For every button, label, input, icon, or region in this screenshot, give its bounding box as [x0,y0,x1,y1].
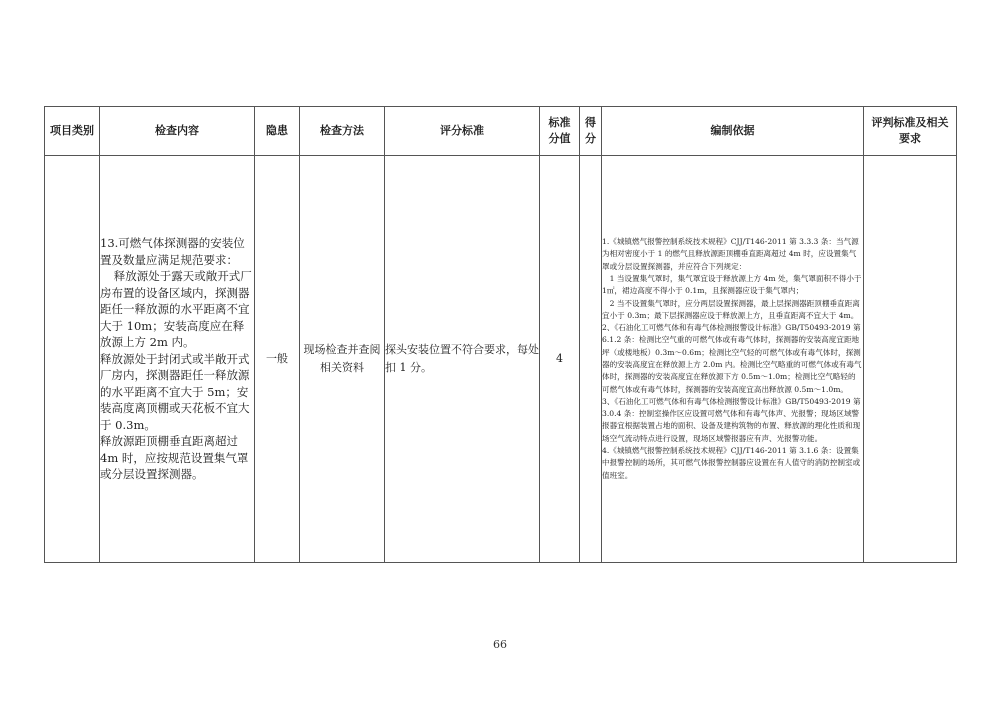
basis-para-5: 3、《石油化工可燃气体和有毒气体检测报警设计标准》GB/T50493-2019 第 3.0.4 条：控制室操作区应设置可燃气体和有毒气体声、光报警；现场区域警报器宜根据装置占地的面积、设备及建构筑物的布置、释放源的理化性质和现场空气流动特点进行设置，现场区域警报器应有声、光报警功能。 [602,396,861,443]
cell-method: 现场检查并查阅相关资料 [300,156,385,563]
cell-score [580,156,602,563]
cell-category [45,156,100,563]
header-hazard: 隐患 [255,107,300,156]
basis-para-4: 2、《石油化工可燃气体和有毒气体检测报警设计标准》GB/T50493-2019 第 6.1.2 条：检测比空气重的可燃气体或有毒气体时，探测器的安装高度宜距地坪（或楼地板）0.3m～0.6m；检测比空气轻的可燃气体或有毒气体时，探测器的安装高度宜在释放源上方 2.0m 内。检测比空气略重的可燃气体或有毒气体时，探测器的安装高度宜在释放源下方 0.5m～1.0m；检测比空气略轻的可燃气体或有毒气体时，探测器的安装高度宜高出释放源 0.5m～1.0m。 [602,323,862,394]
cell-judgement [864,156,957,563]
basis-para-6: 4.《城镇燃气报警控制系统技术规程》CJJ/T146-2011 第 3.1.6 条：设置集中报警控制的场所，其可燃气体报警控制器应设置在有人值守的消防控制室或值班室。 [602,446,861,480]
basis-para-2: 1 当设置集气罩时，集气罩宜设于释放源上方 4m 处，集气罩面积不得小于 1㎡，裙边高度不得小于 0.1m，且探测器应设于集气罩内； [602,273,862,296]
content-para-3: 释放源距顶棚垂直距离超过 4m 时，应按规范设置集气罩或分层设置探测器。 [100,434,249,482]
page-number: 66 [493,638,507,651]
header-method: 检查方法 [300,107,385,156]
inspection-table [44,106,957,563]
header-score: 得分 [580,107,602,156]
table-header-row [45,107,957,156]
header-basis: 编制依据 [602,107,864,156]
cell-hazard: 一般 [255,156,300,563]
table-row [45,156,957,563]
cell-basis [602,156,864,563]
cell-standard-score: 4 [540,156,580,563]
content-para-2: 释放源处于封闭式或半敞开式厂房内，探测器距任一释放源的水平距离不宜大于 5m；安装高度离顶棚或天花板不宜大于 0.3m。 [100,351,250,432]
cell-content [100,156,255,563]
basis-para-3: 2 当不设置集气罩时，应分两层设置探测器，最上层探测器距顶棚垂直距离宜小于 0.3m；最下层探测器应设于释放源上方，且垂直距离不宜大于 4m。 [602,298,860,320]
header-content: 检查内容 [100,107,255,156]
basis-para-1: 1.《城镇燃气报警控制系统技术规程》CJJ/T146-2011 第 3.3.3 条：当气源为相对密度小于 1 的燃气且释放源距顶棚垂直距离超过 4m 时，应设置集气罩或分层设置探测器，并应符合下列规定： [602,237,859,271]
content-para-1: 释放源处于露天或敞开式厂房布置的设备区域内，探测器距任一释放源的水平距离不宜大于 10m；安装高度应在释放源上方 2m 内。 [100,269,252,350]
cell-criteria: 探头安装位置不符合要求，每处扣 1 分。 [385,156,540,563]
header-category: 项目类别 [45,107,100,156]
header-judgement: 评判标准及相关要求 [864,107,957,156]
header-criteria: 评分标准 [385,107,540,156]
content-title: 13.可燃气体探测器的安装位置及数量应满足规范要求： [100,236,245,267]
header-standard-score: 标准分值 [540,107,580,156]
